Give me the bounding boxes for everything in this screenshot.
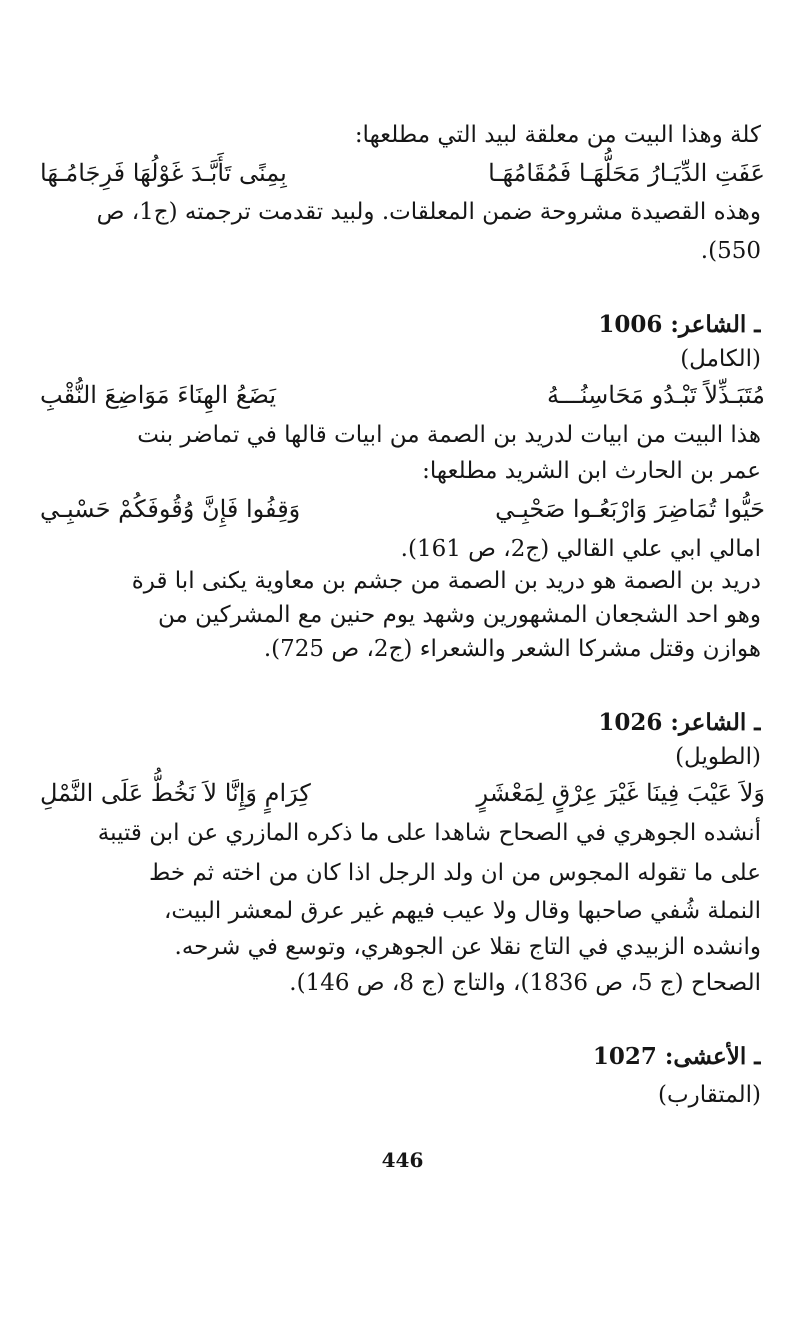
section2-text-line: امالي ابي علي القالي (ج2، ص 161). bbox=[400, 536, 761, 562]
section2-text-line: عمر بن الحارث ابن الشريد مطلعها: bbox=[422, 458, 761, 484]
verse-first-hemistich: وَلاَ عَيْبَ فِينَا غَيْرَ عِرْقٍ لِمَعْشَرٍ bbox=[476, 779, 765, 807]
section2-text-line: دريد بن الصمة هو دريد بن الصمة من جشم بن معاوية يكنى ابا قرة bbox=[131, 568, 761, 594]
verse-first-hemistich: عَفَتِ الدِّيَـارُ مَحَلُّهَـا فَمُقَامُهَـا bbox=[488, 159, 765, 187]
section3-text-line: وانشده الزبيدي في التاج نقلا عن الجوهري، وتوسع في شرحه. bbox=[174, 934, 761, 960]
section3-text-line: على ما تقوله المجوس من ان ولد الرجل اذا كان من اخته ثم خط bbox=[149, 860, 761, 886]
section3-verse bbox=[40, 774, 765, 812]
section2-text-line: هذا البيت من ابيات لدريد بن الصمة من ابيات قالها في تماضر بنت bbox=[137, 422, 761, 448]
section2-text-line: وهو احد الشجعان المشهورين وشهد يوم حنين مع المشركين من bbox=[158, 602, 761, 628]
verse-second-hemistich: بِمِنًى تَأَبَّـدَ غَوْلُهَا فَرِجَامُـهَا bbox=[40, 159, 287, 187]
section3-text-line: النملة شُفي صاحبها وقال ولا عيب فيهم غير عرق لمعشر البيت، bbox=[163, 898, 761, 924]
section1-text-line: وهذه القصيدة مشروحة ضمن المعلقات. ولبيد تقدمت ترجمته (ج1، ص bbox=[96, 199, 761, 225]
verse-second-hemistich: يَضَعُ الهِنَاءَ مَوَاضِعَ النُّقْبِ bbox=[40, 381, 277, 409]
verse-second-hemistich: كِرَامٍ وَإِنَّا لاَ نَخُطُّ عَلَى النَّمْلِ bbox=[40, 779, 311, 807]
section2-verse2 bbox=[40, 490, 765, 528]
section3-header: ـ الشاعر: 1026 bbox=[598, 709, 761, 736]
section3-text-line: أنشده الجوهري في الصحاح شاهدا على ما ذكره المازري عن ابن قتيبة bbox=[97, 820, 761, 846]
verse-first-hemistich: حَيُّوا تُمَاضِرَ وَارْبَعُـوا صَحْبِـي bbox=[495, 495, 765, 523]
section4-meter: (المتقارب) bbox=[658, 1082, 761, 1108]
section4-header: ـ الأعشى: 1027 bbox=[592, 1043, 761, 1070]
section2-header: ـ الشاعر: 1006 bbox=[598, 311, 761, 338]
section2-text-line: هوازن وقتل مشركا الشعر والشعراء (ج2، ص 725). bbox=[263, 636, 761, 662]
verse-first-hemistich: مُتَبَـذِّلاً تَبْـدُو مَحَاسِنُـــهُ bbox=[546, 381, 765, 409]
section1-verse bbox=[40, 154, 765, 192]
section2-meter: (الكامل) bbox=[680, 346, 761, 372]
section1-text-line: 550). bbox=[700, 238, 761, 264]
page-number: 446 bbox=[381, 1148, 424, 1172]
verse-second-hemistich: وَقِفُوا فَإِنَّ وُقُوفَكُمْ حَسْبِـي bbox=[40, 495, 301, 523]
section1-intro: كلة وهذا البيت من معلقة لبيد التي مطلعها: bbox=[354, 122, 761, 148]
section3-meter: (الطويل) bbox=[675, 744, 761, 770]
section3-text-line: الصحاح (ج 5، ص 1836)، والتاج (ج 8، ص 146). bbox=[289, 970, 761, 996]
section2-verse1 bbox=[40, 376, 765, 414]
